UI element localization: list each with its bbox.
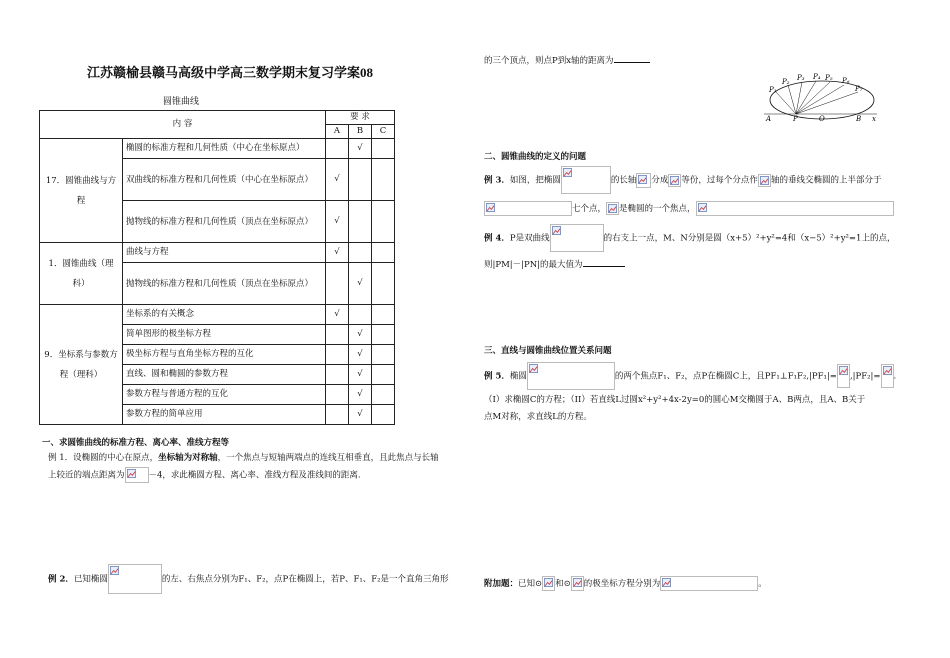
group-name: 17．圆锥曲线与方程 <box>40 139 123 243</box>
row-content: 曲线与方程 <box>123 243 326 263</box>
extra-text-d: 。 <box>758 579 767 589</box>
row-a <box>326 263 349 305</box>
header-content: 内 容 <box>40 111 326 139</box>
row-c <box>372 159 395 201</box>
example-2-continued <box>484 53 650 70</box>
ex1-text-a: 例 1．设椭圆的中心在原点， <box>48 453 159 463</box>
label-p2: P₂ <box>782 78 790 86</box>
ex1-text-bold: 坐标轴为对称轴 <box>158 453 218 463</box>
image-placeholder-icon <box>608 204 617 213</box>
example-2 <box>48 564 478 594</box>
formula-image <box>542 576 555 591</box>
image-placeholder-icon <box>670 176 679 185</box>
header-requirement: 要 求 <box>326 111 395 125</box>
row-a: √ <box>326 243 349 263</box>
formula-image <box>571 576 584 591</box>
row-a <box>326 345 349 365</box>
requirements-table <box>39 110 395 425</box>
image-placeholder-icon <box>127 469 136 478</box>
row-a: √ <box>326 159 349 201</box>
ex3-label: 例 3． <box>484 175 510 186</box>
ex4-label: 例 4． <box>484 233 510 244</box>
ex3-text-e: 轴的垂线交椭圆的上半部分于 <box>770 175 882 186</box>
ex5-text-c: ,|PF₂|= <box>849 371 881 382</box>
formula-image <box>125 467 149 483</box>
formula-image <box>696 201 894 216</box>
row-content: 坐标系的有关概念 <box>123 305 326 325</box>
row-b: √ <box>349 345 372 365</box>
extra-text-b: 和⊙ <box>555 579 571 589</box>
row-b: √ <box>349 263 372 305</box>
image-placeholder-icon <box>839 366 848 375</box>
row-a <box>326 365 349 385</box>
ex3-text-g: 是椭圆的一个焦点， <box>619 203 696 214</box>
ex2-cont-text: 的三个顶点，则点P到x轴的距离为 <box>484 56 614 66</box>
row-b: √ <box>349 385 372 405</box>
ex3-text-d: 等份，过每个分点作 <box>681 175 758 186</box>
ex5-text-b: 的两个焦点F₁、F₂，点P在椭圆C上，且PF₁⊥F₁F₂,|PF₁|= <box>614 371 837 382</box>
row-a: √ <box>326 305 349 325</box>
image-placeholder-icon <box>698 203 707 212</box>
section-subtitle: 圆锥曲线 <box>163 97 200 107</box>
label-b: B <box>856 115 862 123</box>
formula-image <box>484 201 572 216</box>
example-5 <box>484 362 914 390</box>
label-p4: P₄ <box>813 73 821 81</box>
image-placeholder-icon <box>529 364 538 373</box>
label-x: x <box>872 115 876 123</box>
example-3 <box>484 166 914 223</box>
image-placeholder-icon <box>110 566 119 575</box>
row-b: √ <box>349 139 372 159</box>
formula-image <box>606 202 619 215</box>
ex2-text-a: 已知椭圆 <box>73 574 108 585</box>
extra-question <box>484 576 914 593</box>
extra-text-c: 的极坐标方程分别为 <box>583 579 661 589</box>
ex4-text-b: 的右支上一点，M、N分别是圆（x+5）²+y²=4和（x−5）²+y²=1上的点， <box>603 233 896 244</box>
row-c <box>372 325 395 345</box>
row-content: 抛物线的标准方程和几何性质（顶点在坐标原点） <box>123 263 326 305</box>
ex3-text-a: 如图，把椭圆 <box>509 175 561 186</box>
row-a <box>326 405 349 425</box>
row-c <box>372 305 395 325</box>
row-b: √ <box>349 325 372 345</box>
row-c <box>372 365 395 385</box>
row-b <box>349 243 372 263</box>
section-heading-1: 一、求圆锥曲线的标准方程、离心率、准线方程等 <box>42 438 230 448</box>
label-o: O <box>819 115 825 123</box>
row-c <box>372 243 395 263</box>
image-placeholder-icon <box>573 578 582 587</box>
row-content: 简单图形的极坐标方程 <box>123 325 326 345</box>
label-p3: P₃ <box>797 74 805 82</box>
ex5-text-a: 椭圆 <box>509 371 527 382</box>
ex4-text-c: 则|PM|－|PN|的最大值为 <box>484 260 583 270</box>
image-placeholder-icon <box>563 168 572 177</box>
formula-image <box>660 576 758 591</box>
formula-image <box>881 364 894 388</box>
row-c <box>372 139 395 159</box>
ex2-label: 例 2． <box>48 574 74 585</box>
image-placeholder-icon <box>544 578 553 587</box>
formula-image <box>668 174 681 187</box>
ex5-text-f: 点M对称，求直线L的方程。 <box>484 412 592 422</box>
page-title: 江苏赣榆县赣马高级中学高三数学期末复习学案08 <box>86 65 373 80</box>
formula-image <box>527 362 615 390</box>
image-placeholder-icon <box>662 578 671 587</box>
row-content: 参数方程与普通方程的互化 <box>123 385 326 405</box>
formula-image <box>837 364 850 388</box>
row-a <box>326 139 349 159</box>
example-4 <box>484 224 914 278</box>
extra-label: 附加题： <box>484 579 519 589</box>
ex4-text-a: P是双曲线 <box>509 233 550 244</box>
image-placeholder-icon <box>760 176 769 185</box>
row-b: √ <box>349 365 372 385</box>
ex5-text-d: . <box>893 371 897 382</box>
example-1 <box>48 450 468 485</box>
extra-text-a: 已知⊙ <box>518 579 543 589</box>
image-placeholder-icon <box>638 175 647 184</box>
row-a <box>326 325 349 345</box>
label-a: A <box>766 115 772 123</box>
row-c <box>372 345 395 365</box>
ex2-text-b: 的左、右焦点分别为F₁、F₂，点P在椭圆上，若P、F₁、F₂是一个直角三角形 <box>161 574 449 585</box>
label-p7: P₇ <box>855 85 863 93</box>
formula-image <box>758 174 771 187</box>
answer-blank <box>614 53 650 63</box>
row-content: 抛物线的标准方程和几何性质（顶点在坐标原点） <box>123 201 326 243</box>
ex5-text-e: （I）求椭圆C的方程；（II）若直线L过圆x²+y²+4x-2y=0的圆心M交椭圆于A、B两点，且A、B关于 <box>484 395 866 405</box>
row-c <box>372 405 395 425</box>
answer-blank <box>583 257 625 267</box>
ex3-text-f: 七个点， <box>572 203 607 214</box>
row-b: √ <box>349 405 372 425</box>
section-heading-2: 二、圆锥曲线的定义的问题 <box>484 152 587 162</box>
image-placeholder-icon <box>552 226 561 235</box>
header-col-c: C <box>372 125 395 139</box>
row-b <box>349 159 372 201</box>
formula-image <box>550 224 604 252</box>
row-content: 椭圆的标准方程和几何性质（中心在坐标原点） <box>123 139 326 159</box>
row-content: 参数方程的简单应用 <box>123 405 326 425</box>
image-placeholder-icon <box>883 366 892 375</box>
formula-image <box>561 166 611 194</box>
row-b <box>349 201 372 243</box>
ex3-text-b: 的长轴 <box>610 175 637 186</box>
row-b <box>349 305 372 325</box>
ex1-text-c: 上较近的端点距离为 <box>48 470 125 481</box>
group-name: 9．坐标系与参数方程（理科） <box>40 305 123 425</box>
row-content: 极坐标方程与直角坐标方程的互化 <box>123 345 326 365</box>
row-content: 双曲线的标准方程和几何性质（中心在坐标原点） <box>123 159 326 201</box>
header-col-a: A <box>326 125 349 139</box>
section-heading-3: 三、直线与圆锥曲线位置关系问题 <box>484 346 612 356</box>
image-placeholder-icon <box>486 203 495 212</box>
row-c <box>372 385 395 405</box>
ex1-text-d: －4，求此椭圆方程、离心率、准线方程及准线间的距离. <box>148 470 361 481</box>
row-c <box>372 201 395 243</box>
ellipse-figure <box>762 70 882 126</box>
row-a <box>326 385 349 405</box>
row-a: √ <box>326 201 349 243</box>
header-col-b: B <box>349 125 372 139</box>
row-c <box>372 263 395 305</box>
formula-image <box>636 173 651 188</box>
formula-image <box>108 564 162 594</box>
ex5-label: 例 5． <box>484 371 510 382</box>
ex3-text-c: 分成 <box>651 175 669 186</box>
label-p1: P₁ <box>769 86 777 94</box>
label-p6: P₆ <box>842 77 850 85</box>
example-5-questions <box>484 392 914 426</box>
row-content: 直线、圆和椭圆的参数方程 <box>123 365 326 385</box>
label-p: P <box>793 115 798 123</box>
ex1-text-b: ，一个焦点与短轴两端点的连线互相垂直，且此焦点与长轴 <box>217 453 439 463</box>
group-name: 1．圆锥曲线（理科） <box>40 243 123 305</box>
label-p5: P₅ <box>825 74 833 82</box>
